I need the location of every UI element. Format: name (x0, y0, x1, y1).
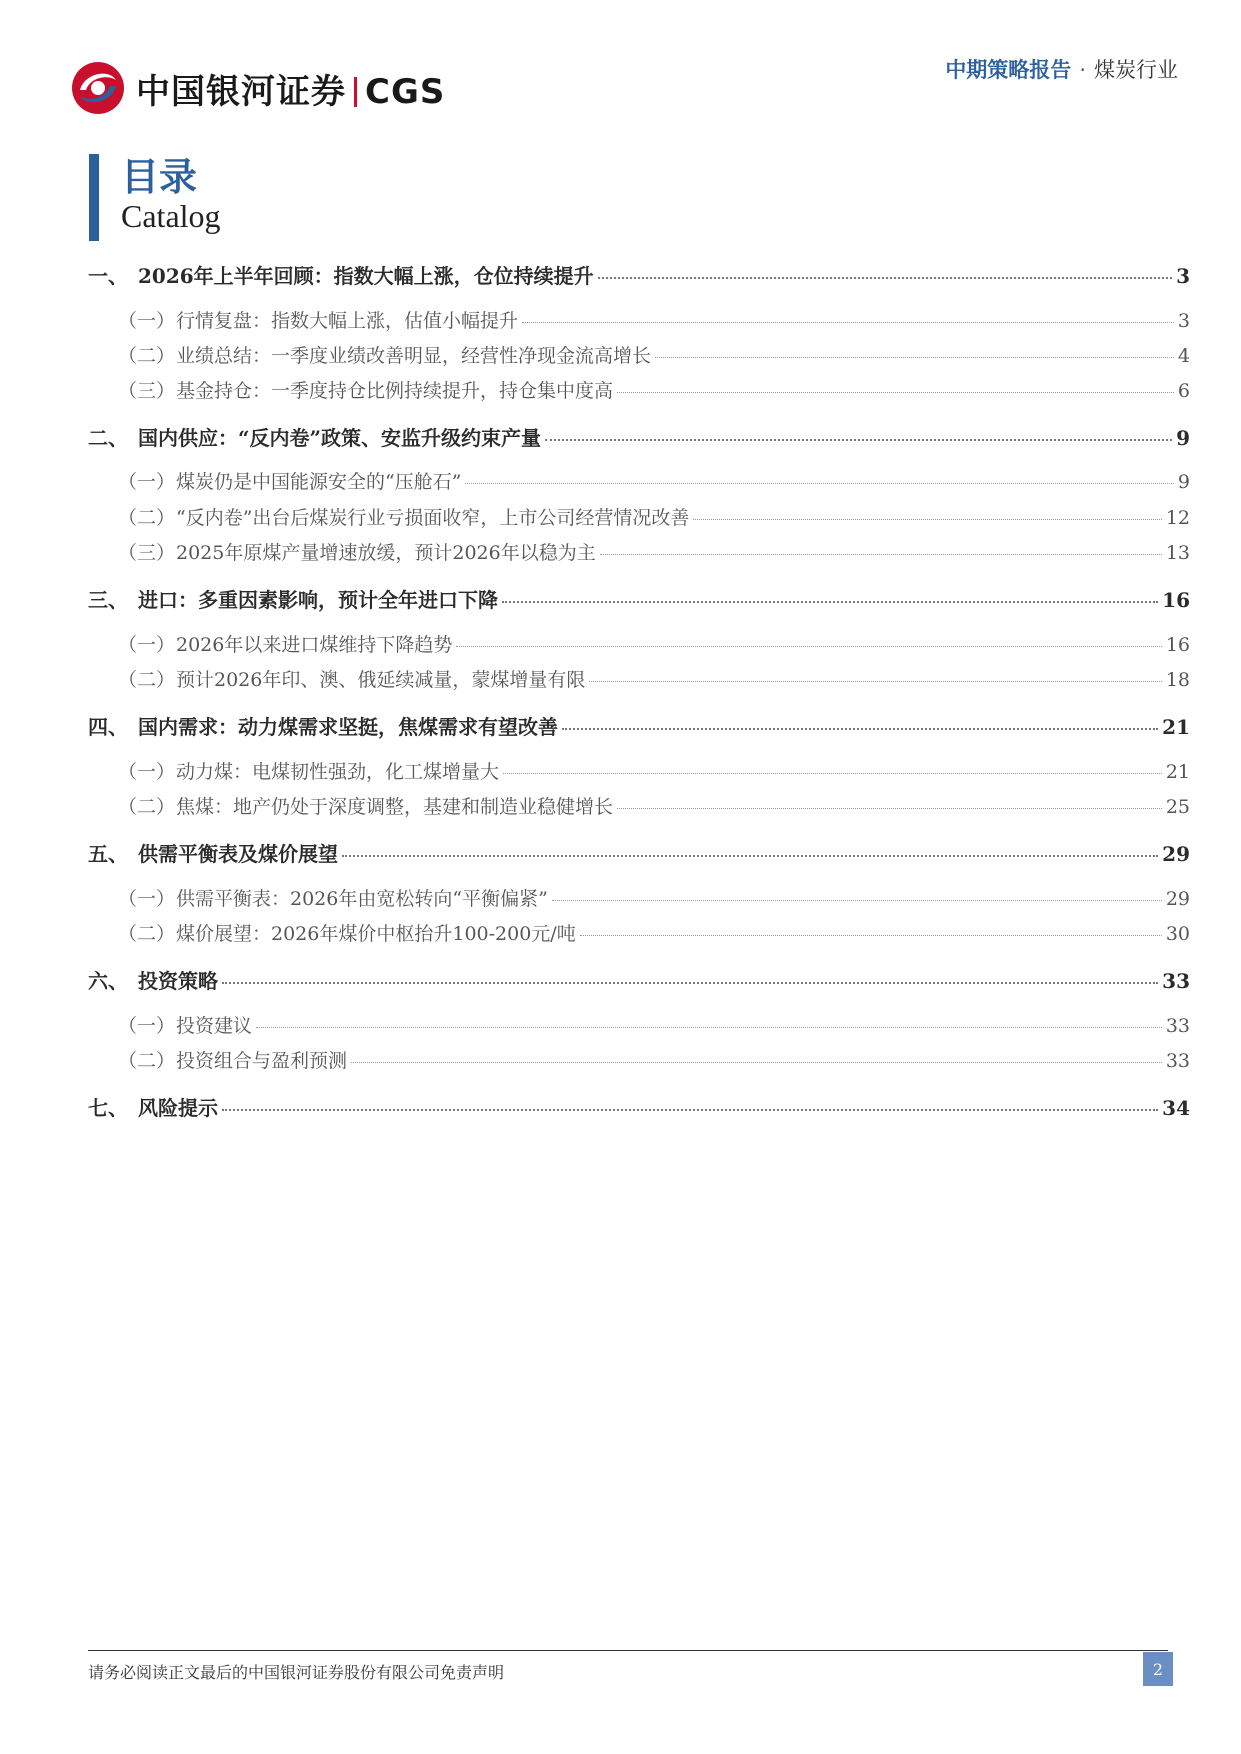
toc-entry[interactable] (88, 838, 1190, 867)
header-separator: · (1079, 58, 1086, 82)
toc-number: 二、 (88, 426, 128, 450)
toc-leader (545, 439, 1172, 441)
toc-title: 投资策略 (138, 969, 218, 993)
toc-page: 3 (1176, 264, 1190, 288)
toc-number: （一） (118, 471, 176, 493)
toc-number: 六、 (88, 969, 128, 993)
toc-page: 21 (1162, 715, 1190, 739)
toc-entry[interactable] (88, 422, 1190, 451)
toc-page: 16 (1162, 588, 1190, 612)
toc-page: 29 (1162, 842, 1190, 866)
toc-entry[interactable] (88, 1046, 1190, 1073)
catalog-accent-bar (89, 154, 99, 241)
toc-leader (598, 277, 1172, 279)
toc-entry[interactable] (88, 503, 1190, 530)
toc-leader (580, 935, 1162, 936)
toc-number: 七、 (88, 1096, 128, 1120)
toc-page: 12 (1165, 507, 1190, 529)
toc-entry[interactable] (88, 965, 1190, 994)
toc-entry[interactable] (88, 757, 1190, 784)
toc-page: 25 (1165, 796, 1190, 818)
toc-entry[interactable] (88, 467, 1190, 494)
toc-leader (465, 483, 1173, 484)
toc-page: 13 (1165, 542, 1190, 564)
toc-number: 三、 (88, 588, 128, 612)
toc-title: 投资建议 (176, 1015, 253, 1037)
toc-number: （一） (118, 761, 176, 783)
toc-number: （二） (118, 669, 176, 691)
toc-page: 18 (1165, 669, 1190, 691)
toc-leader (693, 519, 1161, 520)
toc-title: 投资组合与盈利预测 (176, 1050, 348, 1072)
toc-title: 焦煤：地产仍处于深度调整，基建和制造业稳健增长 (176, 796, 614, 818)
toc-title: 2025年原煤产量增速放缓，预计2026年以稳为主 (176, 542, 596, 564)
toc-number: 一、 (88, 264, 128, 288)
catalog-title-en: Catalog (121, 198, 221, 234)
industry-label: 煤炭行业 (1094, 58, 1178, 82)
toc-number: （二） (118, 796, 176, 818)
toc-page: 6 (1177, 380, 1190, 402)
company-name-cn: 中国银河证券 (136, 71, 346, 112)
toc-title: 供需平衡表及煤价展望 (138, 842, 338, 866)
toc-page: 9 (1176, 426, 1190, 450)
toc-page: 33 (1162, 969, 1190, 993)
toc-entry[interactable] (88, 341, 1190, 368)
toc-number: （三） (118, 542, 176, 564)
toc-number: （二） (118, 507, 176, 529)
toc-title: 供需平衡表：2026年由宽松转向“平衡偏紧” (176, 888, 548, 910)
toc-number: （三） (118, 380, 176, 402)
toc-entry[interactable] (88, 260, 1190, 289)
report-header (945, 54, 1178, 84)
toc-entry[interactable] (88, 919, 1190, 946)
toc-number: （二） (118, 345, 176, 367)
toc-page: 3 (1177, 310, 1190, 332)
toc-leader (552, 900, 1162, 901)
toc-leader (456, 646, 1161, 647)
toc-number: （一） (118, 310, 176, 332)
toc-leader (600, 554, 1162, 555)
toc-leader (589, 681, 1161, 682)
toc-number: （一） (118, 634, 176, 656)
toc-entry[interactable] (88, 884, 1190, 911)
toc-number: 五、 (88, 842, 128, 866)
toc-leader (222, 1109, 1158, 1111)
toc-leader (342, 855, 1158, 857)
toc-title: 基金持仓：一季度持仓比例持续提升，持仓集中度高 (176, 380, 614, 402)
toc-title: 动力煤：电煤韧性强劲，化工煤增量大 (176, 761, 500, 783)
toc-entry[interactable] (88, 665, 1190, 692)
toc-entry[interactable] (88, 376, 1190, 403)
toc-page: 29 (1165, 888, 1190, 910)
toc-entry[interactable] (88, 792, 1190, 819)
report-type: 中期策略报告 (945, 58, 1072, 82)
toc-leader (522, 322, 1174, 323)
toc-page: 30 (1165, 923, 1190, 945)
company-name-en: CGS (365, 71, 446, 112)
toc-leader (562, 728, 1158, 730)
toc-page: 9 (1177, 471, 1190, 493)
toc-page: 21 (1165, 761, 1190, 783)
footer-divider (88, 1650, 1168, 1651)
toc-entry[interactable] (88, 1011, 1190, 1038)
toc-number: 四、 (88, 715, 128, 739)
toc-entry[interactable] (88, 711, 1190, 740)
toc-leader (256, 1027, 1162, 1028)
toc-leader (351, 1062, 1162, 1063)
footer-disclaimer: 请务必阅读正文最后的中国银河证券股份有限公司免责声明 (88, 1663, 505, 1682)
toc-title: 预计2026年印、澳、俄延续减量，蒙煤增量有限 (176, 669, 586, 691)
toc-page: 33 (1165, 1050, 1190, 1072)
toc-leader (222, 982, 1158, 984)
toc-title: 业绩总结：一季度业绩改善明显，经营性净现金流高增长 (176, 345, 652, 367)
toc-title: 2026年上半年回顾：指数大幅上涨，仓位持续提升 (138, 264, 594, 288)
toc-page: 33 (1165, 1015, 1190, 1037)
toc-entry[interactable] (88, 538, 1190, 565)
toc-leader (655, 357, 1174, 358)
toc-entry[interactable] (88, 306, 1190, 333)
toc-title: 煤价展望：2026年煤价中枢抬升100-200元/吨 (176, 923, 576, 945)
toc-leader (503, 773, 1162, 774)
toc-title: “反内卷”出台后煤炭行业亏损面收窄，上市公司经营情况改善 (176, 507, 690, 529)
toc-title: 国内需求：动力煤需求坚挺，焦煤需求有望改善 (138, 715, 558, 739)
toc-entry[interactable] (88, 584, 1190, 613)
catalog-title-cn: 目录 (121, 155, 198, 199)
toc-leader (617, 392, 1174, 393)
company-logo (70, 60, 445, 116)
toc-page: 34 (1162, 1096, 1190, 1120)
toc-title: 国内供应：“反内卷”政策、安监升级约束产量 (138, 426, 542, 450)
toc-title: 行情复盘：指数大幅上涨，估值小幅提升 (176, 310, 519, 332)
toc-title: 风险提示 (138, 1096, 218, 1120)
toc-title: 2026年以来进口煤维持下降趋势 (176, 634, 453, 656)
toc-number: （一） (118, 888, 176, 910)
toc-number: （一） (118, 1015, 176, 1037)
toc-page: 16 (1165, 634, 1190, 656)
page-number: 2 (1143, 1652, 1173, 1686)
toc-page: 4 (1177, 345, 1190, 367)
toc-entry[interactable] (88, 630, 1190, 657)
toc-title: 煤炭仍是中国能源安全的“压舱石” (176, 471, 462, 493)
toc-number: （二） (118, 923, 176, 945)
toc-entry[interactable] (88, 1092, 1190, 1121)
cgs-logo-icon (70, 60, 126, 116)
toc-number: （二） (118, 1050, 176, 1072)
toc-leader (502, 601, 1158, 603)
toc-leader (617, 808, 1162, 809)
logo-divider (354, 77, 357, 107)
toc-title: 进口：多重因素影响，预计全年进口下降 (138, 588, 498, 612)
